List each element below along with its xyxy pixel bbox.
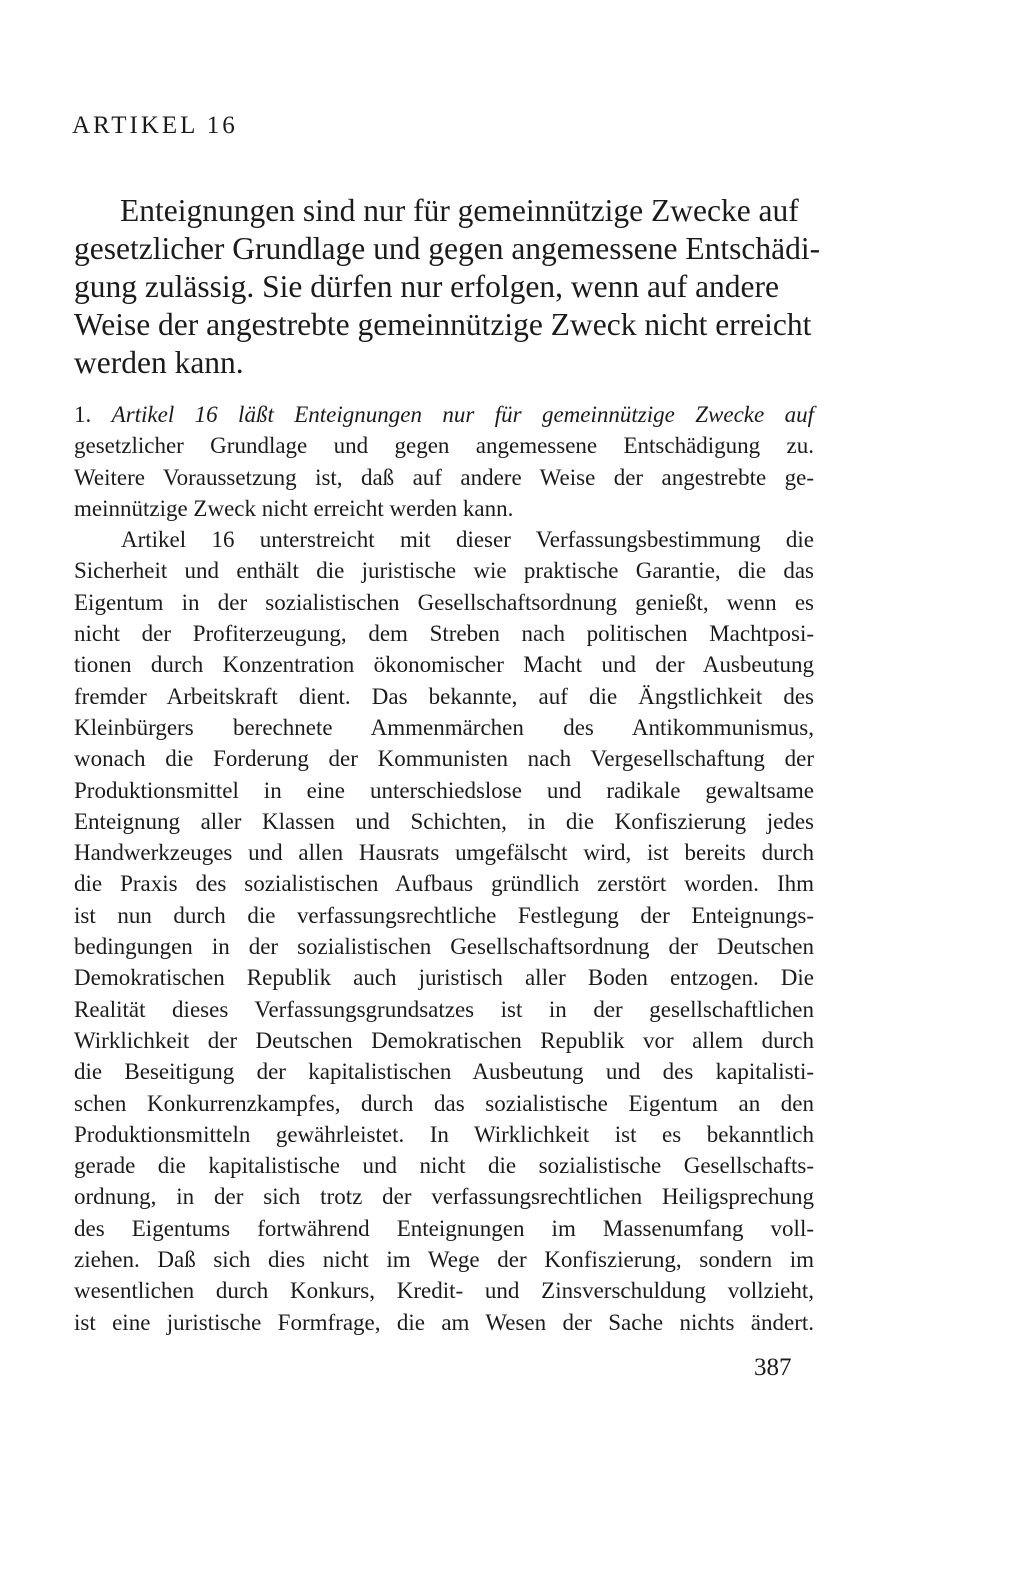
article-text [74,192,821,382]
article-line: Weise der angestrebte gemeinnützige Zweck nicht erreicht [74,307,812,342]
commentary-line: Produktionsmittel in eine unterschiedslose und radikale gewaltsame [74,777,814,803]
commentary-line: Enteignung aller Klassen und Schichten, in die Konfiszierung jedes [74,808,814,834]
commentary-line: meinnützige Zweck nicht erreicht werden kann. [74,495,514,521]
commentary-line: wonach die Forderung der Kommunisten nach Vergesellschaftung der [74,746,814,772]
commentary-line: Weitere Voraussetzung ist, daß auf andere Weise der angestrebte ge- [74,464,814,490]
page-number: 387 [754,1354,792,1381]
article-line: gung zulässig. Sie dürfen nur erfolgen, wenn auf andere [74,269,780,304]
article-line: gesetzlicher Grundlage und gegen angemessene Entschädi- [74,231,821,266]
commentary-line: Kleinbürgers berechnete Ammenmärchen des Antikommunismus, [74,714,814,740]
commentary-line: Sicherheit und enthält die juristische wie praktische Garantie, die das [74,558,814,584]
commentary-line: Handwerkzeuges und allen Hausrats umgefälscht wird, ist bereits durch [74,840,814,866]
commentary-line: des Eigentums fortwährend Enteignungen im Massenumfang voll- [74,1215,814,1241]
italic-summary: Artikel 16 läßt Enteignungen nur für gemeinnützige Zwecke auf [111,402,814,427]
commentary-line: ordnung, in der sich trotz der verfassungsrechtlichen Heiligsprechung [74,1184,814,1210]
commentary-line: Demokratischen Republik auch juristisch aller Boden entzogen. Die [74,965,814,991]
commentary-line: tionen durch Konzentration ökonomischer Macht und der Ausbeutung [74,652,814,678]
article-line: werden kann. [74,345,244,380]
commentary [74,399,814,1338]
commentary-line: ist eine juristische Formfrage, die am Wesen der Sache nichts ändert. [74,1309,814,1335]
commentary-line: gerade die kapitalistische und nicht die sozialistische Gesellschafts- [74,1153,814,1179]
commentary-italic-line: gesetzlicher Grundlage und gegen angemessene Entschädigung zu. [74,433,814,459]
commentary-line: fremder Arbeitskraft dient. Das bekannte, auf die Ängstlichkeit des [74,683,814,709]
commentary-line: bedingungen in der sozialistischen Gesellschaftsordnung der Deutschen [74,934,814,960]
commentary-line: Realität dieses Verfassungsgrundsatzes ist in der gesellschaftlichen [74,996,814,1022]
commentary-line: Eigentum in der sozialistischen Gesellschaftsordnung genießt, wenn es [74,589,814,615]
commentary-line: nicht der Profiterzeugung, dem Streben nach politischen Machtposi- [74,621,814,647]
commentary-line: Produktionsmitteln gewährleistet. In Wirklichkeit ist es bekanntlich [74,1121,814,1147]
article-heading: ARTIKEL 16 [72,112,238,139]
commentary-line: die Praxis des sozialistischen Aufbaus gründlich zerstört worden. Ihm [74,871,814,897]
article-line: Enteignungen sind nur für gemeinnützige Zwecke auf [120,193,799,228]
point-number: 1. [74,402,92,427]
commentary-line: schen Konkurrenzkampfes, durch das sozialistische Eigentum an den [74,1090,814,1116]
commentary-line: ziehen. Daß sich dies nicht im Wege der Konfiszierung, sondern im [74,1247,814,1273]
commentary-italic-line [74,399,814,430]
commentary-line: Wirklichkeit der Deutschen Demokratischen Republik vor allem durch [74,1027,814,1053]
commentary-line: ist nun durch die verfassungsrechtliche Festlegung der Enteignungs- [74,902,814,928]
commentary-line: die Beseitigung der kapitalistischen Ausbeutung und des kapitalisti- [74,1059,814,1085]
commentary-line: Artikel 16 unterstreicht mit dieser Verfassungsbestimmung die [121,527,814,553]
commentary-line: wesentlichen durch Konkurs, Kredit- und Zinsverschuldung vollzieht, [74,1278,814,1304]
